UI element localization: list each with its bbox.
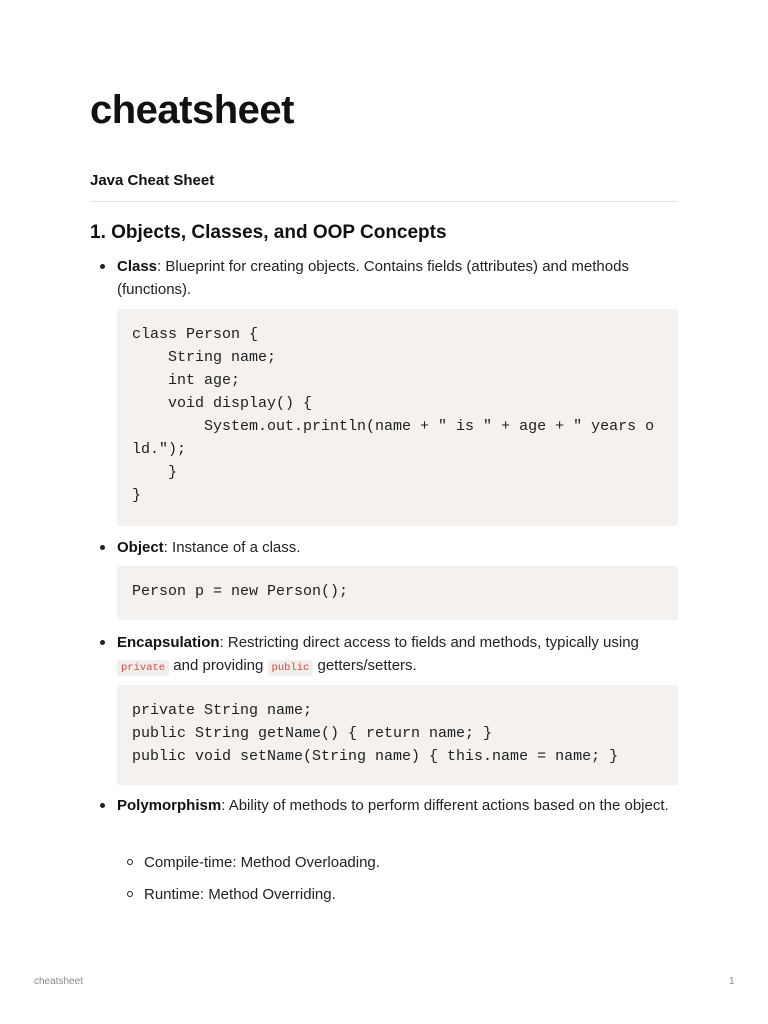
divider	[90, 201, 678, 202]
sub-item-runtime: Runtime: Method Overriding.	[144, 883, 336, 906]
bullet-text: getters/setters.	[313, 657, 417, 674]
sub-item-compile-time: Compile-time: Method Overloading.	[144, 851, 380, 874]
term-separator: :	[221, 797, 226, 814]
term-separator: :	[157, 258, 162, 275]
term-class: Class	[117, 258, 158, 275]
section-heading: 1. Objects, Classes, and OOP Concepts	[90, 222, 447, 243]
code-block-encapsulation: private String name; public String getName() { return name; } public void setName(String name) { this.name = name; }	[117, 685, 678, 785]
term-separator: :	[163, 539, 168, 556]
term-object: Object	[117, 539, 164, 556]
page-number: 1	[729, 976, 735, 987]
footer-label: cheatsheet	[34, 976, 83, 987]
code-block-class: class Person { String name; int age; void display() { System.out.println(name + " is " + age + " years old."); } }	[117, 309, 678, 526]
page-title: cheatsheet	[90, 88, 294, 132]
bullet-text: Ability of methods to perform different actions based on the object.	[225, 797, 669, 814]
bullet-encapsulation	[117, 631, 679, 680]
inline-code-public: public	[268, 660, 314, 676]
bullet-text: Instance of a class.	[167, 539, 301, 556]
bullet-object	[117, 536, 679, 559]
bullet-class	[117, 255, 679, 301]
term-polymorphism: Polymorphism	[117, 797, 222, 814]
bullet-text: and providing	[169, 657, 268, 674]
bullet-polymorphism	[117, 794, 679, 817]
code-block-object: Person p = new Person();	[117, 566, 678, 620]
inline-code-private: private	[117, 660, 169, 676]
term-encapsulation: Encapsulation	[117, 634, 220, 651]
term-separator: :	[219, 634, 224, 651]
bullet-text: Blueprint for creating objects. Contains fields (attributes) and methods (functions).	[117, 258, 629, 298]
document-subtitle: Java Cheat Sheet	[90, 172, 215, 189]
bullet-text: Restricting direct access to fields and methods, typically using	[223, 634, 639, 651]
